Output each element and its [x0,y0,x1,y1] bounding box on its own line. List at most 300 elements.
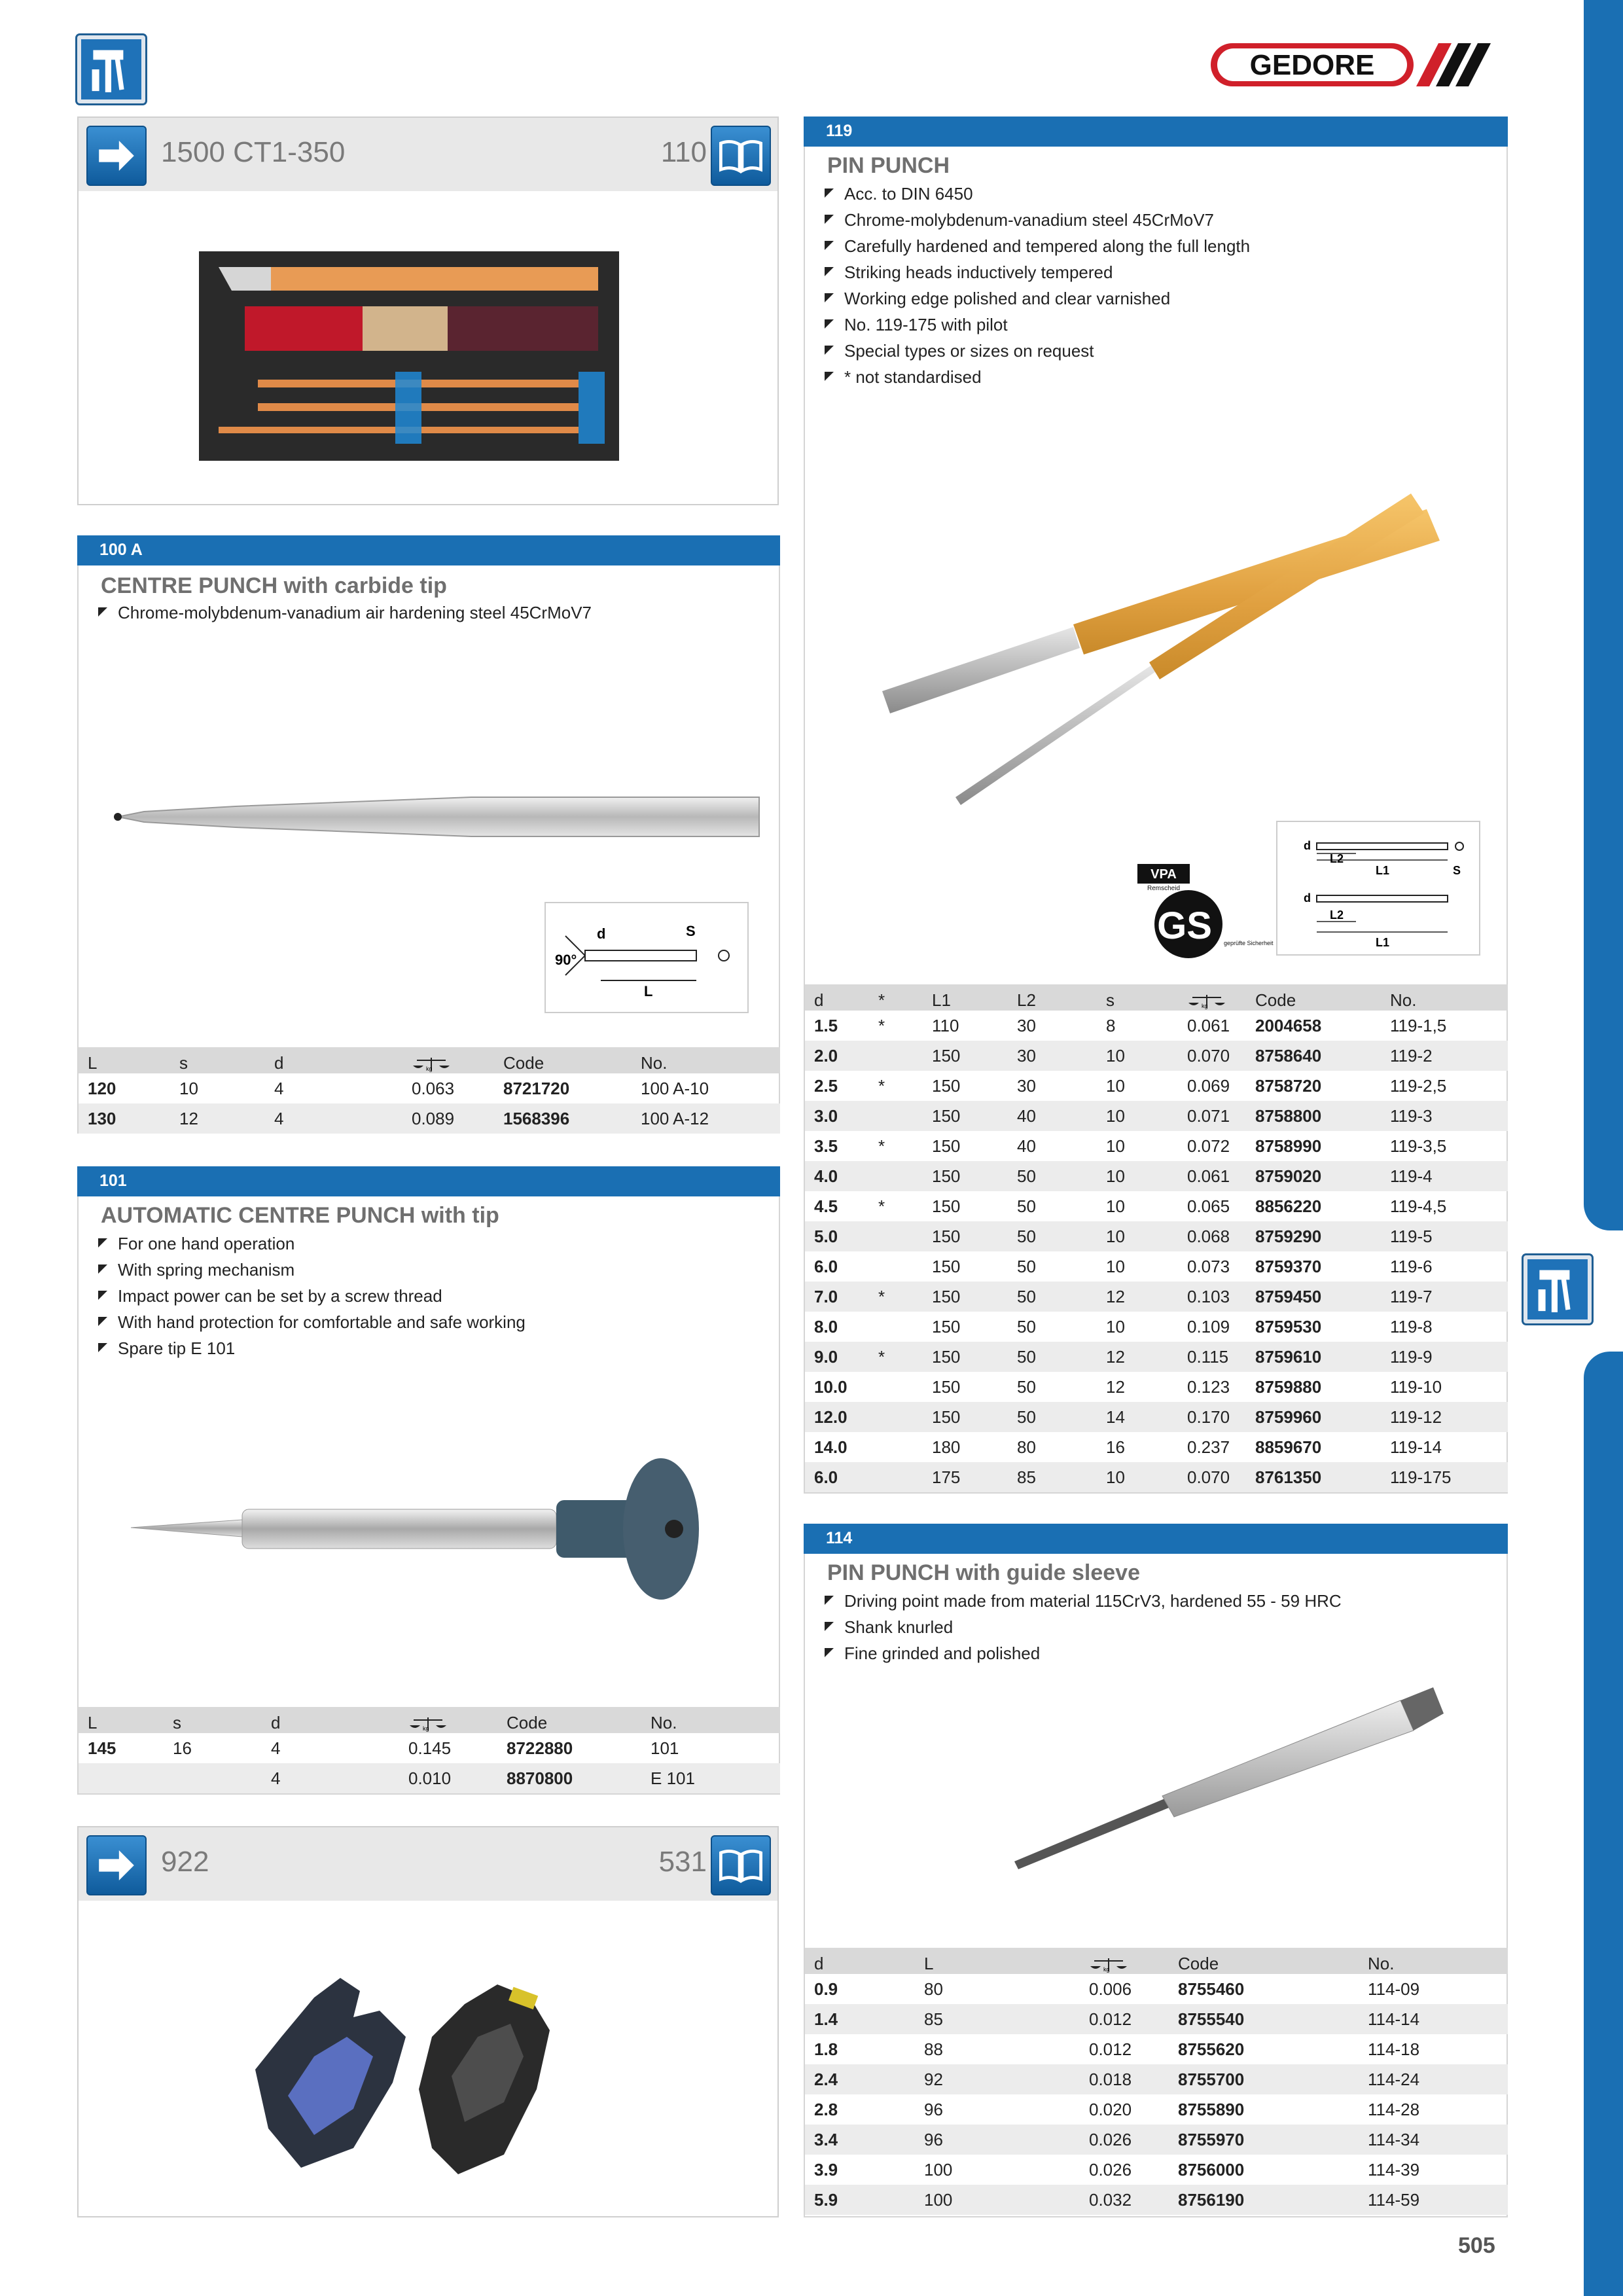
table-cell: 1.4 [805,2004,915,2034]
table-cell: 150 [923,1342,1008,1372]
weight-kg-icon [1080,1948,1169,1974]
table-cell: 0.068 [1178,1221,1246,1251]
hammer-tools-icon [77,35,145,103]
spec-table-119 [805,984,1508,1492]
table-cell: 2.4 [805,2064,915,2094]
product-114 [804,1524,1508,2217]
cell-s: 12 [170,1103,265,1134]
table-cell: 0.170 [1178,1402,1246,1432]
table-cell: 150 [923,1221,1008,1251]
table-cell: 119-12 [1381,1402,1508,1432]
table-row [805,1282,1508,1312]
table-cell: 8856220 [1255,1196,1322,1216]
table-cell: 100 [924,2159,953,2179]
table-cell: 0.069 [1187,1075,1230,1096]
table-cell: 12 [1097,1282,1178,1312]
table-cell: 8759610 [1246,1342,1381,1372]
table-cell: 8755700 [1169,2064,1359,2094]
table-row [805,1974,1508,2004]
table-cell: 150 [932,1316,961,1336]
table-row [805,2004,1508,2034]
table-cell: 8756000 [1178,2159,1245,2179]
cell-d: 4 [262,1763,399,1793]
table-cell: 0.065 [1187,1196,1230,1216]
cell-code: 8870800 [497,1763,641,1793]
col-header: d [262,1707,399,1733]
col-header: s [170,1047,265,1073]
table-cell: 119-6 [1390,1256,1433,1276]
product-number-bar [77,535,780,565]
product-title: PIN PUNCH [827,153,950,178]
cross-reference-code[interactable]: 1500 CT1-350 [161,136,346,168]
table-cell: 8755970 [1169,2125,1359,2155]
table-row [79,1763,780,1793]
cross-reference-code[interactable]: 922 [161,1846,209,1878]
feature-list [98,600,592,626]
table-cell: 150 [932,1136,961,1156]
table-cell: 119-1,5 [1390,1015,1447,1035]
table-cell: 6.0 [814,1256,838,1276]
cell-l: 120 [88,1078,116,1098]
col-header: L [915,1948,1080,1974]
table-cell: 119-3 [1381,1101,1508,1131]
col-header: No. [641,1707,780,1733]
table-row [805,1221,1508,1251]
table-row [805,1191,1508,1221]
svg-text:kg: kg [423,1725,429,1732]
col-header: L1 [923,984,1008,1011]
dimension-diagram [1276,821,1480,956]
table-cell: 0.109 [1187,1316,1230,1336]
table-cell: 10 [1106,1196,1125,1216]
cell-d: 4 [265,1103,402,1134]
table-cell [869,1432,923,1462]
table-row [805,1101,1508,1131]
table-cell [869,1221,923,1251]
table-cell [869,1312,923,1342]
table-cell: 150 [932,1376,961,1397]
table-row [79,1103,780,1134]
table-cell: 50 [1017,1316,1036,1336]
dimension-diagram [544,902,749,1013]
table-cell: 3.9 [814,2159,838,2179]
col-header: Code [494,1047,632,1073]
table-cell: 50 [1008,1221,1097,1251]
weight-kg-icon [1178,984,1246,1011]
table-cell: * [878,1015,885,1035]
table-cell: 8759530 [1255,1316,1322,1336]
table-cell: 119-9 [1381,1342,1508,1372]
table-cell: 10 [1097,1041,1178,1071]
gs-sub-text: Remscheid [1147,885,1181,892]
product-number: 114 [826,1529,853,1547]
table-cell: 10 [1097,1161,1178,1191]
table-cell: 114-18 [1368,2039,1420,2059]
svg-text:kg: kg [1103,1966,1110,1973]
table-cell: 14 [1097,1402,1178,1432]
table-cell: 0.012 [1089,2039,1132,2059]
table-cell: 0.070 [1178,1041,1246,1071]
feature-item: Carefully hardened and tempered along the full length [825,233,1250,259]
automatic-punch-image [131,1454,746,1605]
product-number-bar [77,1166,780,1196]
table-cell: 119-10 [1390,1376,1442,1397]
table-cell: 12 [1097,1342,1178,1372]
feature-item: * not standardised [825,364,1250,390]
table-cell: 114-59 [1359,2185,1508,2215]
col-header: d [805,1948,915,1974]
diagram-s: S [686,923,696,939]
col-header: Code [497,1707,641,1733]
pin-punch-image [864,470,1453,810]
table-cell: 96 [915,2125,1080,2155]
table-row [79,1073,780,1103]
cross-reference-1500ct1[interactable] [77,117,779,505]
svg-text:L2: L2 [1330,908,1344,922]
table-row [805,1161,1508,1191]
table-cell: 4.0 [805,1161,869,1191]
table-cell: 9.0 [805,1342,869,1372]
table-cell: 80 [1017,1437,1036,1457]
table-cell: 0.070 [1178,1462,1246,1492]
cell-weight: 0.089 [402,1103,494,1134]
table-cell: 80 [924,1979,943,1999]
table-cell: 114-14 [1359,2004,1508,2034]
table-cell: 8755890 [1178,2099,1245,2119]
table-cell: 2.8 [814,2099,838,2119]
table-cell: 0.026 [1080,2125,1169,2155]
catalog-book-icon[interactable] [711,126,771,186]
gs-safety-mark [1132,861,1274,960]
table-cell: 30 [1008,1041,1097,1071]
product-number: 100 A [99,541,143,559]
table-cell: 114-09 [1368,1979,1420,1999]
cell-s [164,1763,262,1793]
table-cell [869,1161,923,1191]
table-cell: * [878,1075,885,1096]
table-row [805,1402,1508,1432]
diagram-s: S [1453,864,1461,877]
table-cell: 150 [932,1196,961,1216]
table-cell: 8755460 [1178,1979,1245,1999]
edge-bar-bottom [1584,1352,1623,2296]
product-119 [804,117,1508,1494]
col-header: L2 [1008,984,1097,1011]
gs-side-text: geprüfte Sicherheit [1224,940,1274,946]
table-row [805,2064,1508,2094]
diagram-d: d [597,925,606,942]
table-cell: 10.0 [814,1376,847,1397]
table-cell: 0.123 [1187,1376,1230,1397]
table-cell: 50 [1008,1402,1097,1432]
hammer-tools-side-icon[interactable] [1524,1255,1592,1323]
table-cell: 85 [915,2004,1080,2034]
table-cell: 114-39 [1368,2159,1420,2179]
table-cell: 119-7 [1381,1282,1508,1312]
table-cell: 6.0 [805,1462,869,1492]
table-cell: 88 [924,2039,943,2059]
table-cell: 50 [1017,1256,1036,1276]
diagram-l2: L2 [1330,852,1344,865]
cell-weight: 0.010 [399,1763,497,1793]
centre-punch-image [105,778,759,856]
table-cell: 2004658 [1255,1015,1322,1035]
feature-item: Impact power can be set by a screw thread [98,1283,526,1309]
table-cell: 119-2,5 [1390,1075,1447,1096]
table-cell: 150 [923,1402,1008,1432]
table-cell: 175 [923,1462,1008,1492]
col-header: No. [1381,984,1508,1011]
diagram-angle: 90° [555,952,577,968]
diagram-d: d [1304,839,1311,852]
cell-weight: 0.063 [412,1078,455,1098]
table-cell: 8758800 [1246,1101,1381,1131]
col-header: s [164,1707,262,1733]
cell-d: 4 [271,1738,281,1758]
guide-sleeve-punch-image [1008,1668,1453,1877]
table-cell: 150 [932,1256,961,1276]
table-cell: 14.0 [814,1437,847,1457]
table-cell: 3.5 [814,1136,838,1156]
table-cell: 8759370 [1255,1256,1322,1276]
table-row [79,1733,780,1763]
table-cell: 114-24 [1359,2064,1508,2094]
table-cell: 8761350 [1246,1462,1381,1492]
table-cell: 50 [1008,1342,1097,1372]
feature-item: Acc. to DIN 6450 [825,181,1250,207]
col-header: d [805,984,869,1011]
cross-reference-922[interactable] [77,1826,779,2217]
table-cell: 10 [1106,1256,1125,1276]
table-cell: 8755620 [1178,2039,1245,2059]
table-cell: 0.006 [1089,1979,1132,1999]
spec-table-114 [805,1948,1508,2215]
feature-item: For one hand operation [98,1230,526,1257]
table-cell: 8 [1106,1015,1116,1035]
table-row [805,2185,1508,2215]
table-cell: 0.020 [1089,2099,1132,2119]
work-gloves-image [242,1958,582,2194]
table-cell: 4.5 [814,1196,838,1216]
table-cell: * [869,1282,923,1312]
table-row [805,2125,1508,2155]
col-header: d [265,1047,402,1073]
feature-list [98,1230,526,1361]
table-header-row [805,1948,1508,1974]
table-cell: 85 [1008,1462,1097,1492]
arrow-right-icon[interactable] [86,126,147,186]
col-header: L [79,1047,170,1073]
table-header-row [805,984,1508,1011]
table-cell: 114-28 [1368,2099,1420,2119]
table-cell: 8759960 [1246,1402,1381,1432]
table-cell [869,1251,923,1282]
table-cell: 0.072 [1187,1136,1230,1156]
cross-reference-page[interactable]: 531 [658,1846,707,1878]
gs-top-text: VPA [1150,867,1177,882]
cell-code: 1568396 [494,1103,632,1134]
table-cell: 50 [1017,1376,1036,1397]
table-cell: 0.026 [1089,2159,1132,2179]
table-cell: 8758640 [1246,1041,1381,1071]
table-cell: 119-5 [1381,1221,1508,1251]
arrow-right-icon[interactable] [86,1835,147,1895]
col-header: No. [632,1047,780,1073]
table-row [805,1462,1508,1492]
table-row [805,1312,1508,1342]
table-cell: 180 [932,1437,961,1457]
table-cell: 40 [1008,1101,1097,1131]
table-cell: 50 [1008,1161,1097,1191]
col-header: Code [1169,1948,1359,1974]
table-cell: 0.061 [1187,1015,1230,1035]
table-cell: 10 [1106,1136,1125,1156]
product-101 [77,1166,780,1795]
table-cell: 114-34 [1359,2125,1508,2155]
table-cell: 50 [1008,1282,1097,1312]
table-row [805,1432,1508,1462]
col-header: L [79,1707,164,1733]
table-cell: 12.0 [805,1402,869,1432]
table-cell: 8758720 [1255,1075,1322,1096]
table-cell: 10 [1106,1316,1125,1336]
table-cell: 3.4 [805,2125,915,2155]
feature-item: Shank knurled [825,1614,1342,1640]
catalog-book-icon[interactable] [711,1835,771,1895]
table-cell: 150 [923,1161,1008,1191]
table-row [805,1011,1508,1041]
table-cell: 150 [923,1101,1008,1131]
weight-kg-icon [402,1047,494,1073]
table-cell: 0.012 [1080,2004,1169,2034]
cell-no: 100 A-10 [641,1078,709,1098]
table-cell: 12 [1106,1376,1125,1397]
product-title: AUTOMATIC CENTRE PUNCH with tip [101,1203,499,1228]
table-cell: 1.8 [814,2039,838,2059]
table-cell: 119-8 [1390,1316,1433,1336]
table-row [805,2094,1508,2125]
gs-center-text: GS [1157,905,1212,947]
table-cell: 0.061 [1178,1161,1246,1191]
feature-item: Striking heads inductively tempered [825,259,1250,285]
cell-weight: 0.145 [408,1738,452,1758]
cell-no: E 101 [641,1763,780,1793]
feature-item: With hand protection for comfortable and safe working [98,1309,526,1335]
table-cell: 5.9 [805,2185,915,2215]
product-number-bar [804,1524,1508,1554]
feature-item: Chrome-molybdenum-vanadium steel 45CrMoV7 [825,207,1250,233]
table-cell: 7.0 [805,1282,869,1312]
table-cell: 0.018 [1080,2064,1169,2094]
table-cell: 16 [1106,1437,1125,1457]
col-header: s [1097,984,1178,1011]
table-cell: 3.0 [805,1101,869,1131]
table-cell: 30 [1017,1015,1036,1035]
svg-text:d: d [1304,891,1311,905]
feature-item: Fine grinded and polished [825,1640,1342,1666]
table-cell: * [878,1136,885,1156]
table-row [805,1041,1508,1071]
table-cell: 8758990 [1255,1136,1322,1156]
table-cell: 0.103 [1178,1282,1246,1312]
tool-set-tray-image [199,251,619,461]
brand-logo [1209,41,1499,89]
cell-no: 100 A-12 [632,1103,780,1134]
table-cell: 8756190 [1169,2185,1359,2215]
table-cell [869,1372,923,1402]
spec-table-101 [79,1707,780,1793]
cell-code: 8721720 [503,1078,570,1098]
product-title: PIN PUNCH with guide sleeve [827,1560,1140,1585]
table-cell: 50 [1017,1196,1036,1216]
cell-s: 10 [179,1078,198,1098]
table-cell: 150 [923,1041,1008,1071]
table-row [805,1131,1508,1161]
feature-list [825,181,1250,390]
table-cell [869,1101,923,1131]
table-cell: 0.115 [1178,1342,1246,1372]
col-header: * [869,984,923,1011]
col-header: Code [1246,984,1381,1011]
feature-item: Driving point made from material 115CrV3, hardened 55 - 59 HRC [825,1588,1342,1614]
table-cell: 5.0 [805,1221,869,1251]
table-cell: 119-14 [1390,1437,1442,1457]
table-cell: 8759290 [1246,1221,1381,1251]
table-cell: * [878,1196,885,1216]
table-cell [869,1041,923,1071]
table-cell: 10 [1097,1462,1178,1492]
feature-item: Chrome-molybdenum-vanadium air hardening steel 45CrMoV7 [98,600,592,626]
cell-l: 145 [88,1738,116,1758]
feature-item: Special types or sizes on request [825,338,1250,364]
table-cell: 150 [932,1075,961,1096]
feature-item: With spring mechanism [98,1257,526,1283]
table-cell: 10 [1106,1075,1125,1096]
table-cell: 0.071 [1178,1101,1246,1131]
feature-list [825,1588,1342,1666]
table-cell [869,1402,923,1432]
table-cell: 0.9 [814,1979,838,1999]
table-cell: 0.073 [1187,1256,1230,1276]
col-header: No. [1359,1948,1508,1974]
page-number: 505 [1458,2233,1495,2258]
table-cell: 150 [923,1282,1008,1312]
table-cell: 8759880 [1255,1376,1322,1397]
svg-text:kg: kg [1202,1003,1208,1010]
table-row [805,2034,1508,2064]
table-row [805,1342,1508,1372]
table-cell: 2.5 [814,1075,838,1096]
table-row [805,1251,1508,1282]
product-100a [77,535,780,1134]
svg-text:kg: kg [426,1066,433,1073]
cell-l [79,1763,164,1793]
table-cell: 30 [1017,1075,1036,1096]
table-row [805,1071,1508,1101]
spec-table-100a [79,1047,780,1134]
table-header-row [79,1047,780,1073]
table-cell: 96 [924,2099,943,2119]
cell-s: 16 [173,1738,192,1758]
table-cell: 8759450 [1246,1282,1381,1312]
cross-reference-page[interactable]: 110 [660,136,707,168]
table-cell: 100 [915,2185,1080,2215]
cell-d: 4 [274,1078,284,1098]
feature-item: No. 119-175 with pilot [825,312,1250,338]
table-cell: 1.5 [814,1015,838,1035]
product-number: 119 [826,122,853,140]
weight-kg-icon [399,1707,497,1733]
